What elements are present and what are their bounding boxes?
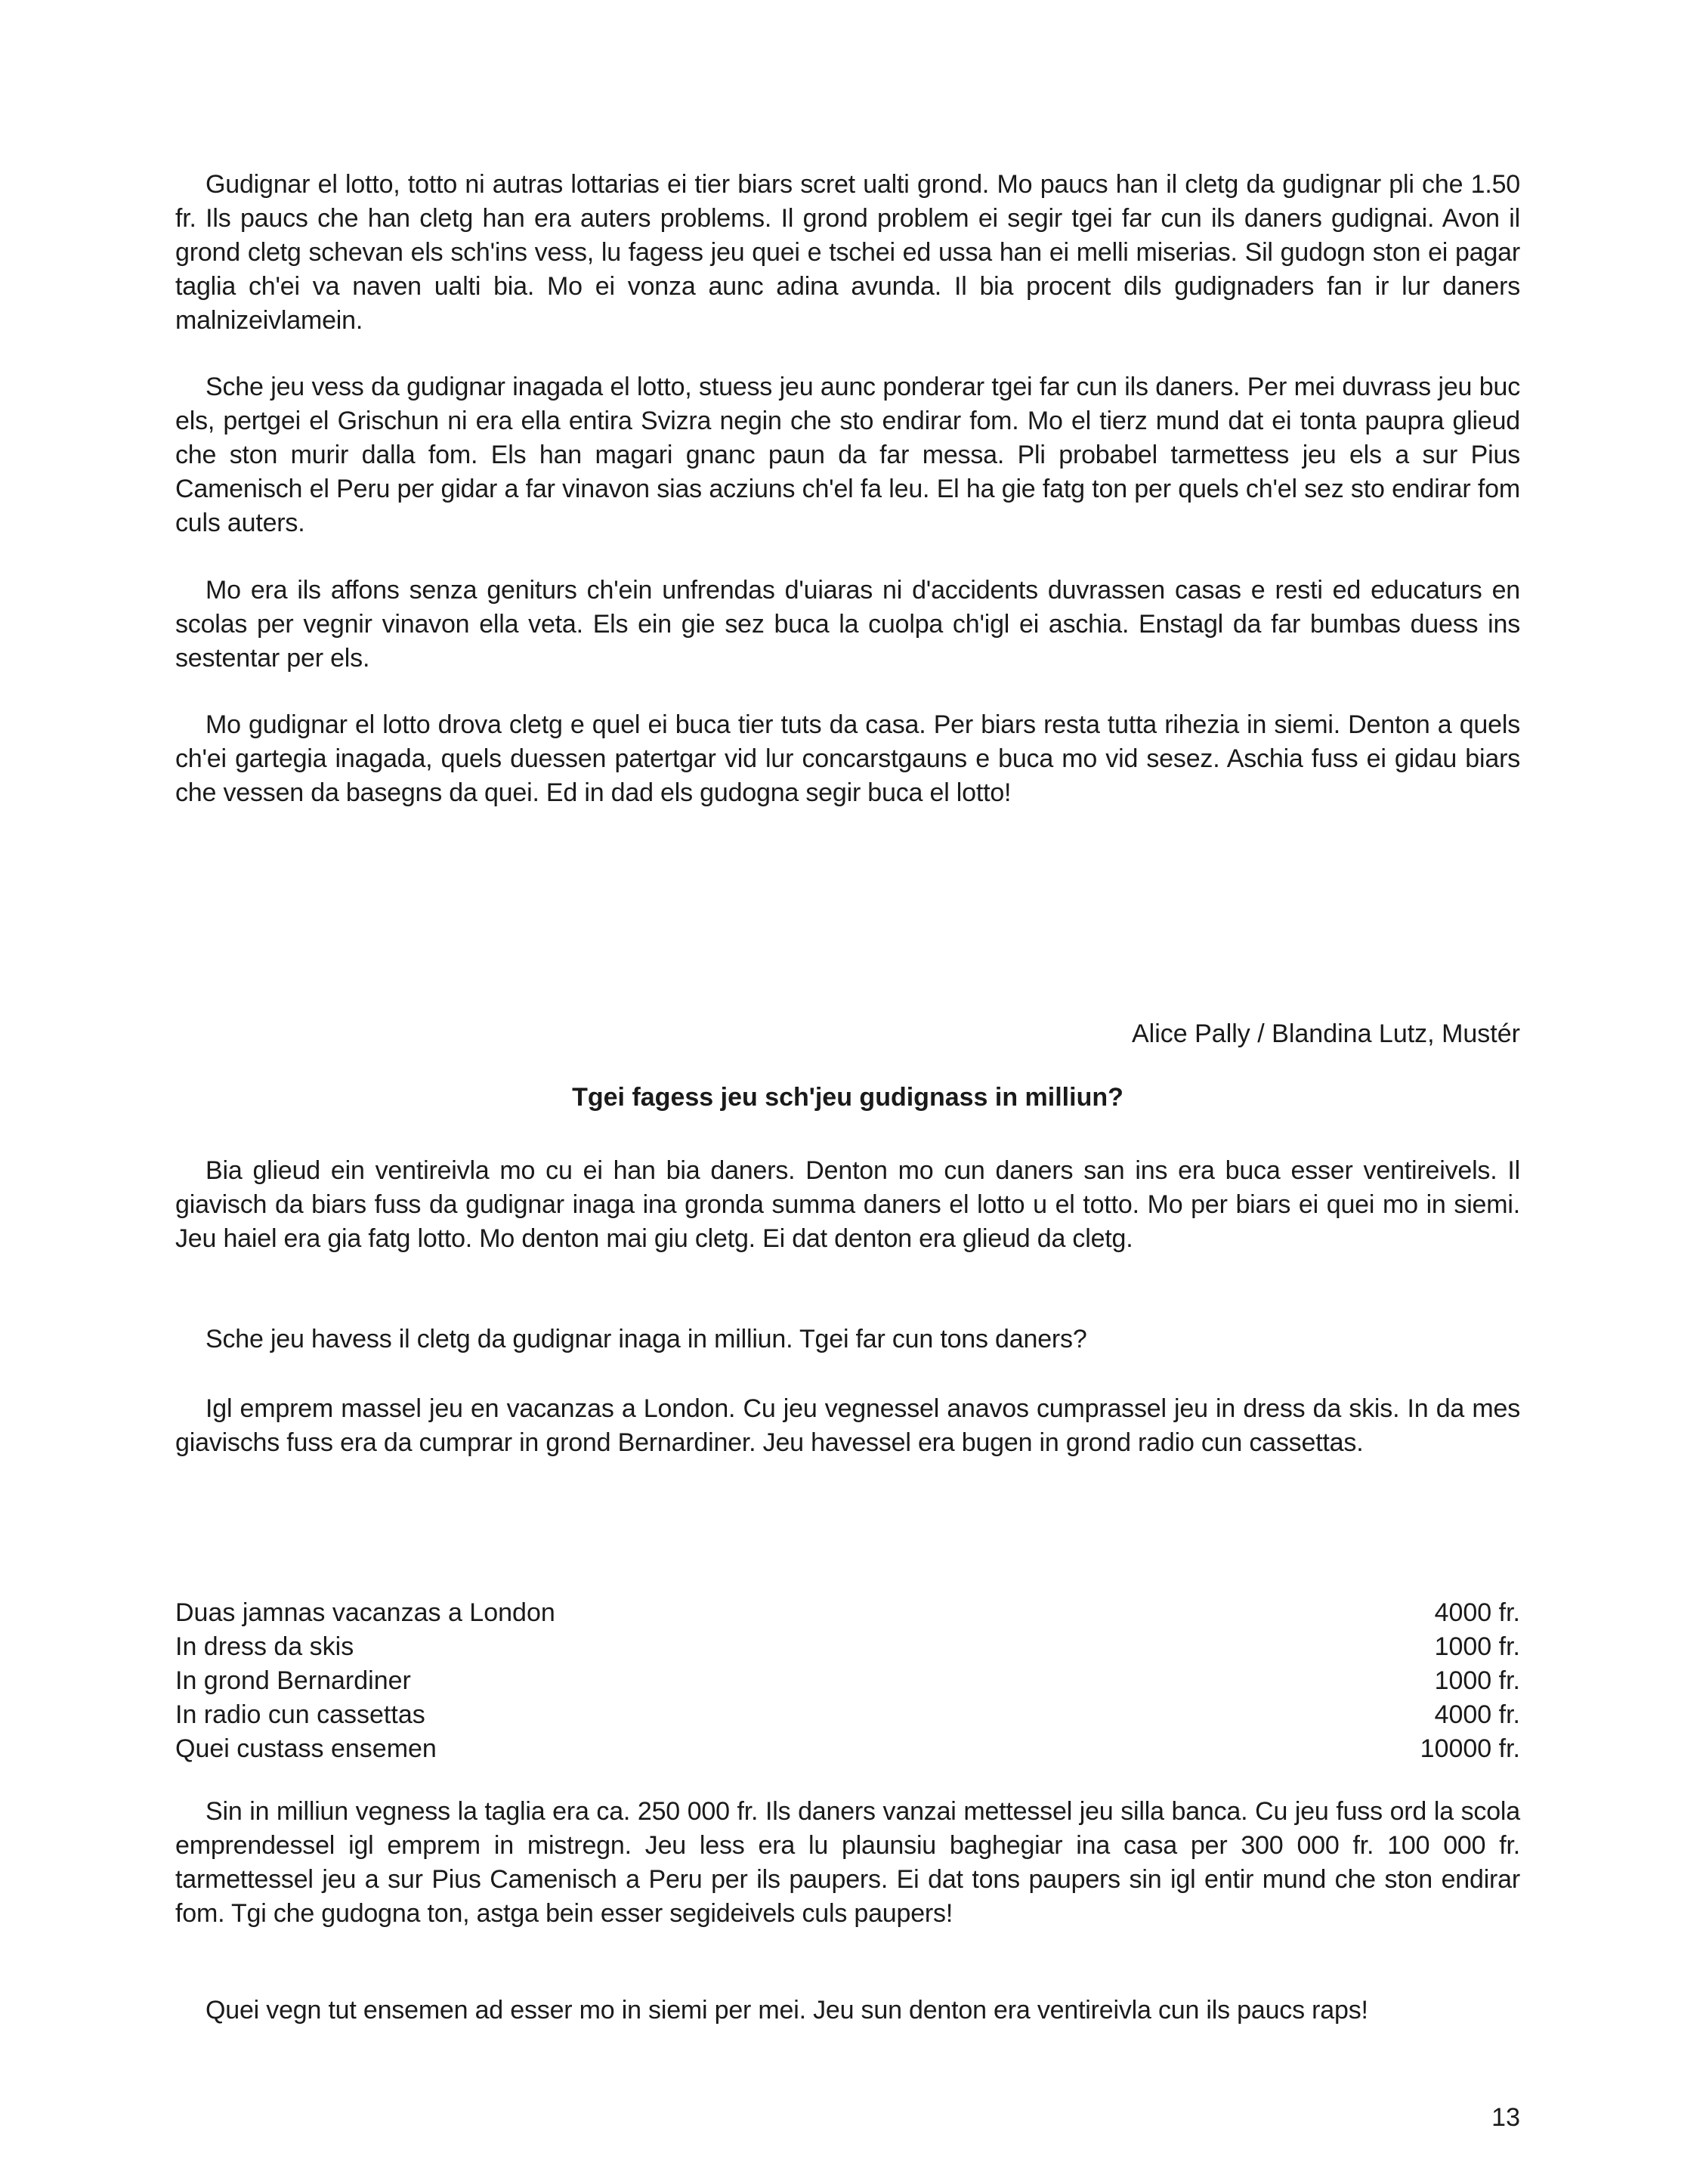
expense-item: In radio cun cassettas <box>175 1700 425 1729</box>
expense-total-row <box>175 1732 1520 1766</box>
expense-amount: 4000 fr. <box>1434 1700 1520 1729</box>
paragraph: Sche jeu vess da gudignar inagada el lotto, stuess jeu aunc ponderar tgei far cun ils daners. Per mei duvrass jeu buc els, pertgei el Grischun ni era ella entira Svizra negin che sto endirar fom. Mo el tierz mund dat ei tonta paupra glieud che ston murir dalla fom. Els han magari gnanc paun da far messa. Pli probabel tarmettess jeu els a sur Pius Camenisch el Peru per gidar a far vinavon sias acziuns ch'el fa leu. El ha gie fatg ton per quels ch'el sez sto endirar fom culs auters. <box>175 373 1520 537</box>
expense-amount: 4000 fr. <box>1434 1598 1520 1627</box>
paragraph: Mo gudignar el lotto drova cletg e quel ei buca tier tuts da casa. Per biars resta tutta rihezia in siemi. Denton a quels ch'ei gartegia inagada, quels duessen patertgar vid lur concarstgauns e buca mo vid sesez. Aschia fuss ei gidau biars che vessen da basegns da quei. Ed in dad els gudogna segir buca el lotto! <box>175 710 1520 807</box>
paragraph: Sin in milliun vegness la taglia era ca. 250 000 fr. Ils daners vanzai mettessel jeu silla banca. Cu jeu fuss ord la scola emprendessel igl emprem in mistregn. Jeu less era lu plaunsiu baghegiar ina casa per 300 000 fr. 100 000 fr. tarmettessel jeu a sur Pius Camenisch a Peru per ils paupers. Ei dat tons paupers sin igl entir mund che ston endirar fom. Tgi che gudogna ton, astga bein esser segideivels culs paupers! <box>175 1797 1520 1928</box>
expense-amount: 1000 fr. <box>1434 1666 1520 1695</box>
expense-row <box>175 1664 1520 1698</box>
paragraph: Gudignar el lotto, totto ni autras lottarias ei tier biars scret ualti grond. Mo paucs han il cletg da gudignar pli che 1.50 fr. Ils paucs che han cletg han era auters problems. Il grond problem ei segir tgei far cun ils daners gudignai. Avon il grond cletg schevan els sch'ins vess, lu fagess jeu quei e tschei ed ussa han ei melli miserias. Sil gudogn ston ei pagar taglia ch'ei va naven ualti bia. Mo ei vonza aunc adina avunda. Il bia procent dils gudignaders fan ir lur daners malnizeivlamein. <box>175 170 1520 335</box>
article-author: Alice Pally / Blandina Lutz, Mustér <box>1131 1019 1520 1048</box>
expense-row <box>175 1630 1520 1664</box>
article-title: Tgei fagess jeu sch'jeu gudignass in milliun? <box>572 1083 1123 1112</box>
paragraph: Bia glieud ein ventireivla mo cu ei han bia daners. Denton mo cun daners san ins era buca esser ventireivels. Il giavisch da biars fuss da gudignar inaga ina gronda summa daners el lotto u el totto. Mo per biars ei quei mo in siemi. Jeu haiel era gia fatg lotto. Mo denton mai giu cletg. Ei dat denton era glieud da cletg. <box>175 1156 1520 1253</box>
expense-row <box>175 1698 1520 1732</box>
expense-item: In grond Bernardiner <box>175 1666 411 1695</box>
paragraph: Igl emprem massel jeu en vacanzas a London. Cu jeu vegnessel anavos cumprassel jeu in dress da skis. In da mes giavischs fuss era da cumprar in grond Bernardiner. Jeu havessel era bugen in grond radio cun cassettas. <box>175 1394 1520 1457</box>
paragraph: Mo era ils affons senza geniturs ch'ein unfrendas d'uiaras ni d'accidents duvrassen casas e resti ed educaturs en scolas per vegnir vinavon ella veta. Els ein gie sez buca la cuolpa ch'igl ei aschia. Enstagl da far bumbas duess ins sestentar per els. <box>175 576 1520 673</box>
paragraph: Sche jeu havess il cletg da gudignar inaga in milliun. Tgei far cun tons daners? <box>206 1325 1087 1353</box>
expense-row <box>175 1596 1520 1630</box>
expense-amount: 10000 fr. <box>1420 1734 1520 1763</box>
page-number: 13 <box>1491 2103 1520 2132</box>
paragraph: Quei vegn tut ensemen ad esser mo in siemi per mei. Jeu sun denton era ventireivla cun ils paucs raps! <box>206 1996 1368 2025</box>
expense-item: In dress da skis <box>175 1632 354 1661</box>
expense-amount: 1000 fr. <box>1434 1632 1520 1661</box>
expense-item: Quei custass ensemen <box>175 1734 437 1763</box>
expense-item: Duas jamnas vacanzas a London <box>175 1598 555 1627</box>
expense-table <box>175 1596 1520 1766</box>
